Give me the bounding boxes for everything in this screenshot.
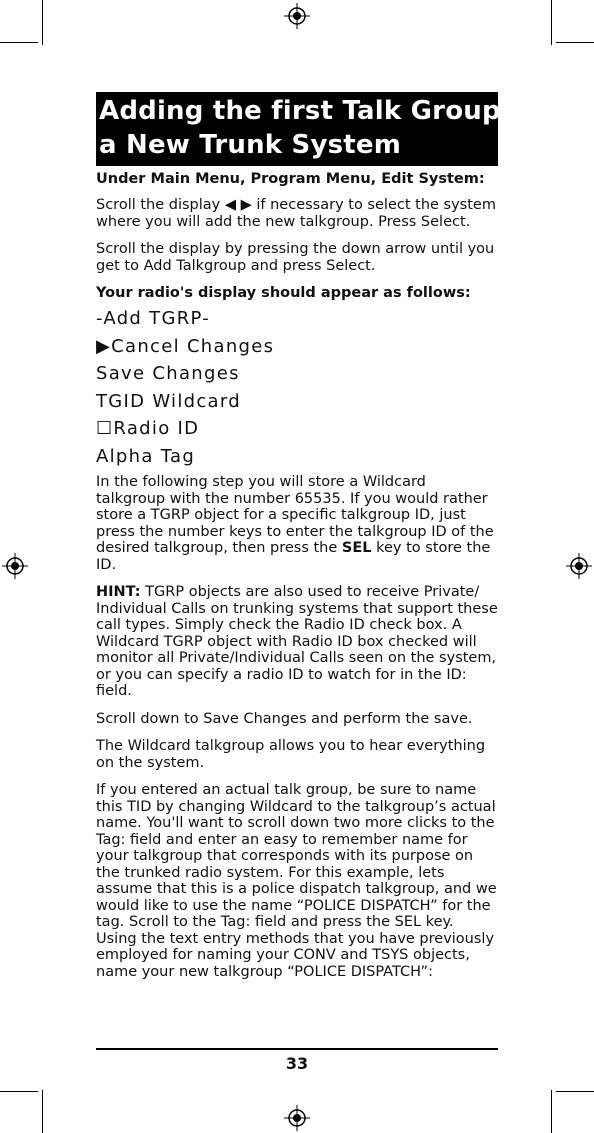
- title-line-1: Adding the first Talk Group to: [99, 96, 541, 126]
- crop-mark: [42, 1090, 43, 1133]
- crop-mark: [556, 42, 594, 43]
- page-content: [96, 92, 541, 991]
- radio-display-listing: [96, 305, 498, 470]
- crop-mark: [551, 1090, 552, 1133]
- registration-mark-icon: [565, 552, 593, 580]
- registration-mark-icon: [1, 552, 29, 580]
- hint-label: HINT:: [96, 584, 141, 600]
- registration-mark-icon: [283, 2, 311, 30]
- paragraph-add-talkgroup: Scroll the display by pressing the down arrow until you get to Add Talkgroup and press Select.: [96, 241, 495, 274]
- crop-mark: [0, 1091, 38, 1092]
- hint-paragraph: [96, 584, 498, 700]
- crop-mark: [0, 42, 38, 43]
- registration-mark-icon: [283, 1104, 311, 1132]
- paragraph-save-changes: Scroll down to Save Changes and perform the save.: [96, 710, 473, 727]
- footer-rule: [96, 1048, 498, 1050]
- menu-path-heading: Under Main Menu, Program Menu, Edit System:: [96, 171, 485, 187]
- step-text-after: key to store the ID.: [96, 540, 491, 573]
- title-line-2: a New Trunk System: [99, 130, 402, 160]
- page-number: 33: [285, 1054, 309, 1073]
- display-line-cancel-changes: ▶Cancel Changes: [96, 335, 275, 357]
- paragraph-scroll-select: Scroll the display ◀ ▶ if necessary to select the system where you will add the new talkgroup. Press Select.: [96, 197, 496, 230]
- display-line-add-tgrp: -Add TGRP-: [96, 308, 211, 329]
- crop-mark: [556, 1091, 594, 1092]
- sel-key-label: SEL: [341, 540, 372, 556]
- paragraph-wildcard-info: The Wildcard talkgroup allows you to hear everything on the system.: [96, 738, 486, 771]
- display-line-alpha-tag: Alpha Tag: [96, 445, 196, 467]
- section-title: [96, 92, 541, 166]
- step-text-before: In the following step you will store a Wildcard talkgroup with the number 65535. If you would rather store a TGRP object for a specific talkgroup ID, just press the number keys to enter the talkgroup ID of the desired talkgroup, then press the: [96, 474, 494, 556]
- display-line-tgid-wildcard: TGID Wildcard: [96, 390, 242, 412]
- display-line-radio-id: ☐Radio ID: [96, 418, 200, 439]
- hint-text: TGRP objects are also used to receive Private/ Individual Calls on trunking systems that support these call types. Simply check the Radio ID check box. A Wildcard TGRP object with Radio ID box checked will monitor all Private/Individual Calls seen on the system, or you can specify a radio ID to watch for in the ID: field.: [96, 584, 498, 699]
- paragraph-naming-talkgroup: If you entered an actual talk group, be sure to name this TID by changing Wildcard to the talkgroup’s actual name. You'll want to scroll down two more clicks to the Tag: field and enter an easy to remember name for your talkgroup that corresponds with its purpose on the trunked radio system. For this example, lets assume that this is a police dispatch talkgroup, and we would like to use the name “POLICE DISPATCH” for the tag. Scroll to the Tag: field and press the SEL key. Using the text entry methods that you have previously employed for naming your CONV and TSYS objects, name your new talkgroup “POLICE DISPATCH”:: [96, 782, 497, 980]
- crop-mark: [42, 0, 43, 45]
- crop-mark: [551, 0, 552, 45]
- paragraph-wildcard-step: [96, 474, 498, 573]
- display-line-save-changes: Save Changes: [96, 363, 240, 384]
- display-heading: Your radio's display should appear as follows:: [96, 285, 471, 301]
